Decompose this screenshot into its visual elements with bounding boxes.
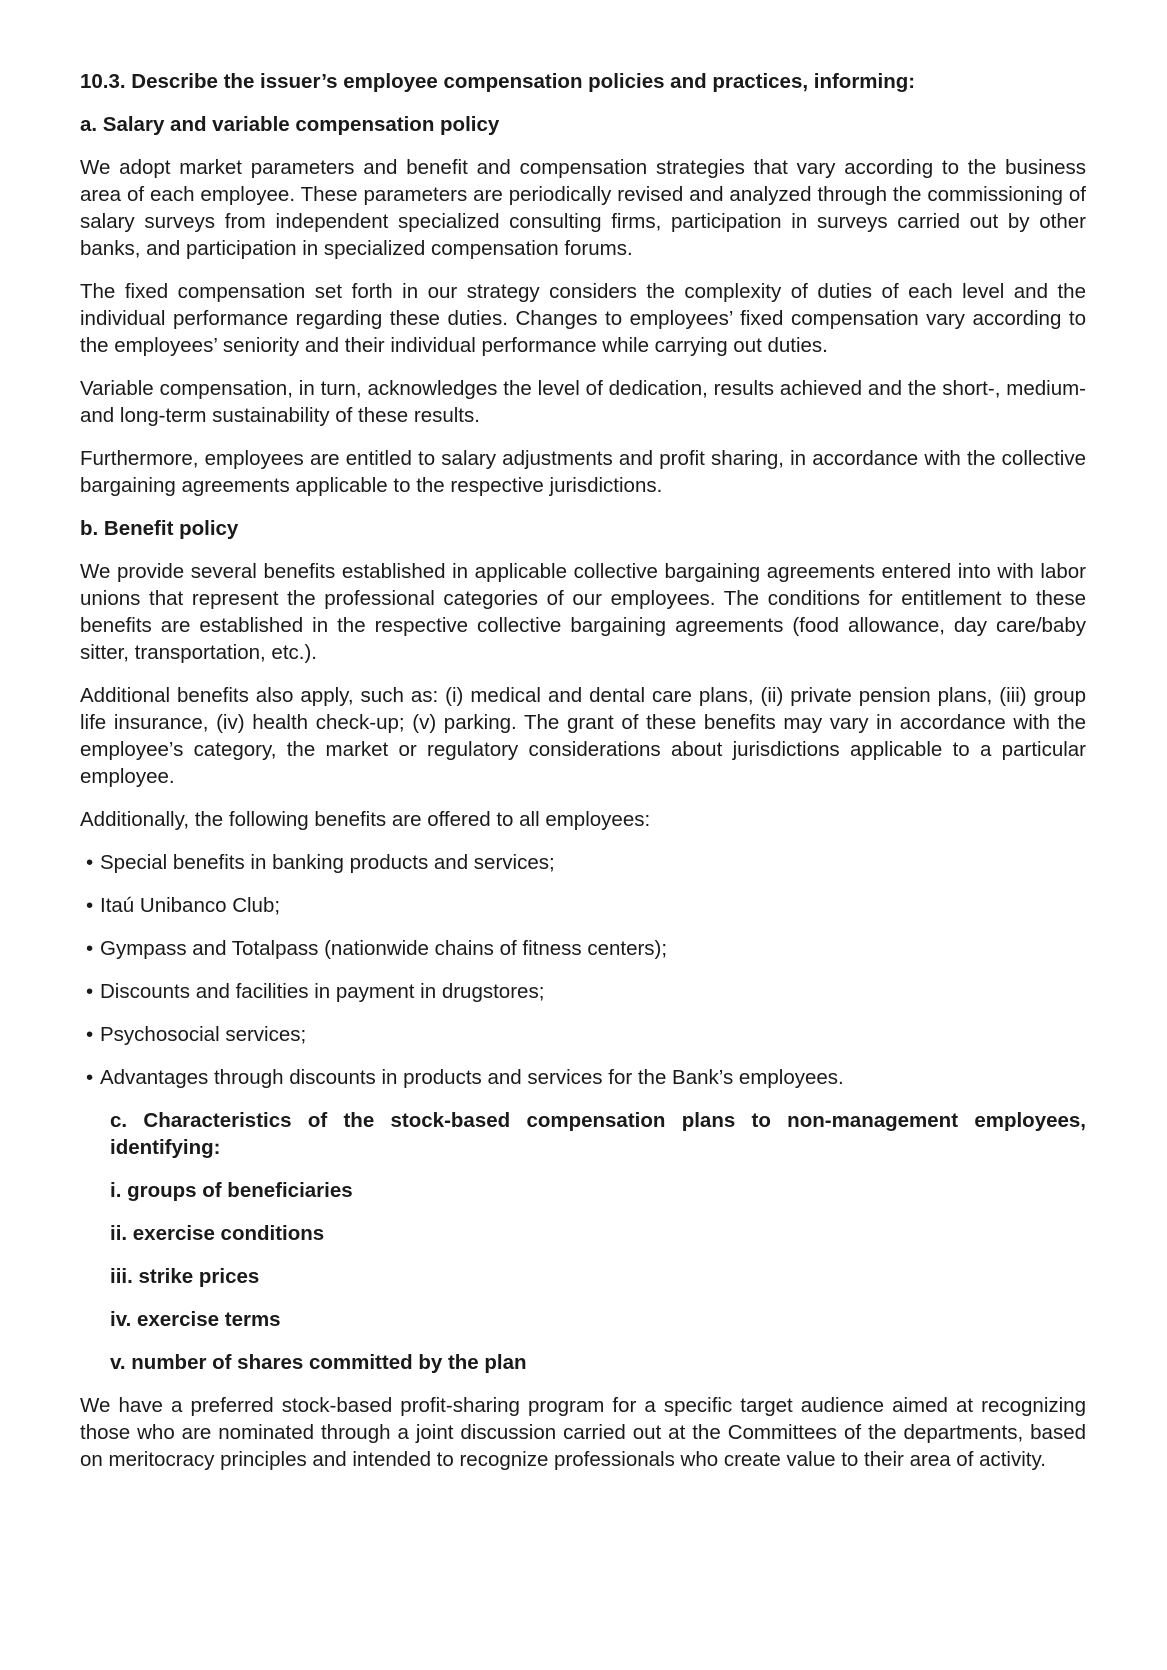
list-item-text: Special benefits in banking products and services; [100,851,555,874]
list-item-text: Discounts and facilities in payment in drugstores; [100,980,545,1003]
benefit-paragraph: Additionally, the following benefits are offered to all employees: [80,808,651,831]
salary-paragraph: The fixed compensation set forth in our strategy considers the complexity of duties of each level and the individual performance regarding these duties. Changes to employees’ fixed compensation vary according to the employees’ seniority and their individual performance while carrying out duties. [80,280,1086,357]
stock-plan-item: iii. strike prices [110,1265,260,1288]
stock-plan-heading: c. Characteristics of the stock-based compensation plans to non-management employees, identifying: [110,1109,1086,1159]
list-item [80,978,1086,1005]
list-item-text: Gympass and Totalpass (nationwide chains of fitness centers); [100,937,668,960]
bullet-icon: • [86,937,94,960]
salary-policy-heading: a. Salary and variable compensation policy [80,113,500,136]
section-title: 10.3. Describe the issuer’s employee compensation policies and practices, informing: [80,70,916,93]
bullet-icon: • [86,851,94,874]
list-item [80,935,1086,962]
list-item-text: Psychosocial services; [100,1023,307,1046]
stock-plan-item: v. number of shares committed by the plan [110,1351,527,1374]
list-item [80,892,1086,919]
list-item-text: Itaú Unibanco Club; [100,894,281,917]
list-item [80,1021,1086,1048]
benefits-list [80,849,1086,1091]
stock-plan-item: ii. exercise conditions [110,1222,325,1245]
bullet-icon: • [86,1066,94,1089]
stock-plan-section [80,1107,1086,1376]
benefit-paragraph: Additional benefits also apply, such as: (i) medical and dental care plans, (ii) private pension plans, (iii) group life insurance, (iv) health check-up; (v) parking. The grant of these benefits may vary in accordance with the employee’s category, the market or regulatory considerations about jurisdictions applicable to a particular employee. [80,684,1086,788]
stock-plan-item: iv. exercise terms [110,1308,281,1331]
stock-plan-item: i. groups of beneficiaries [110,1179,353,1202]
bullet-icon: • [86,980,94,1003]
document-content [80,68,1086,1473]
bullet-icon: • [86,894,94,917]
benefit-paragraph: We provide several benefits established in applicable collective bargaining agreements entered into with labor unions that represent the professional categories of our employees. The conditions for entitlement to these benefits are established in the respective collective bargaining agreements (food allowance, day care/baby sitter, transportation, etc.). [80,560,1086,664]
list-item-text: Advantages through discounts in products and services for the Bank’s employees. [100,1066,844,1089]
benefit-policy-heading: b. Benefit policy [80,517,239,540]
list-item [80,1064,1086,1091]
salary-paragraph: Variable compensation, in turn, acknowledges the level of dedication, results achieved and the short-, medium- and long-term sustainability of these results. [80,377,1086,427]
stock-plan-paragraph: We have a preferred stock-based profit-sharing program for a specific target audience aimed at recognizing those who are nominated through a joint discussion carried out at the Committees of the departments, based on meritocracy principles and intended to recognize professionals who create value to their area of activity. [80,1394,1086,1471]
list-item [80,849,1086,876]
salary-paragraph: Furthermore, employees are entitled to salary adjustments and profit sharing, in accordance with the collective bargaining agreements applicable to the respective jurisdictions. [80,447,1086,497]
bullet-icon: • [86,1023,94,1046]
salary-paragraph: We adopt market parameters and benefit and compensation strategies that vary according to the business area of each employee. These parameters are periodically revised and analyzed through the commissioning of salary surveys from independent specialized consulting firms, participation in surveys carried out by other banks, and participation in specialized compensation forums. [80,156,1086,260]
